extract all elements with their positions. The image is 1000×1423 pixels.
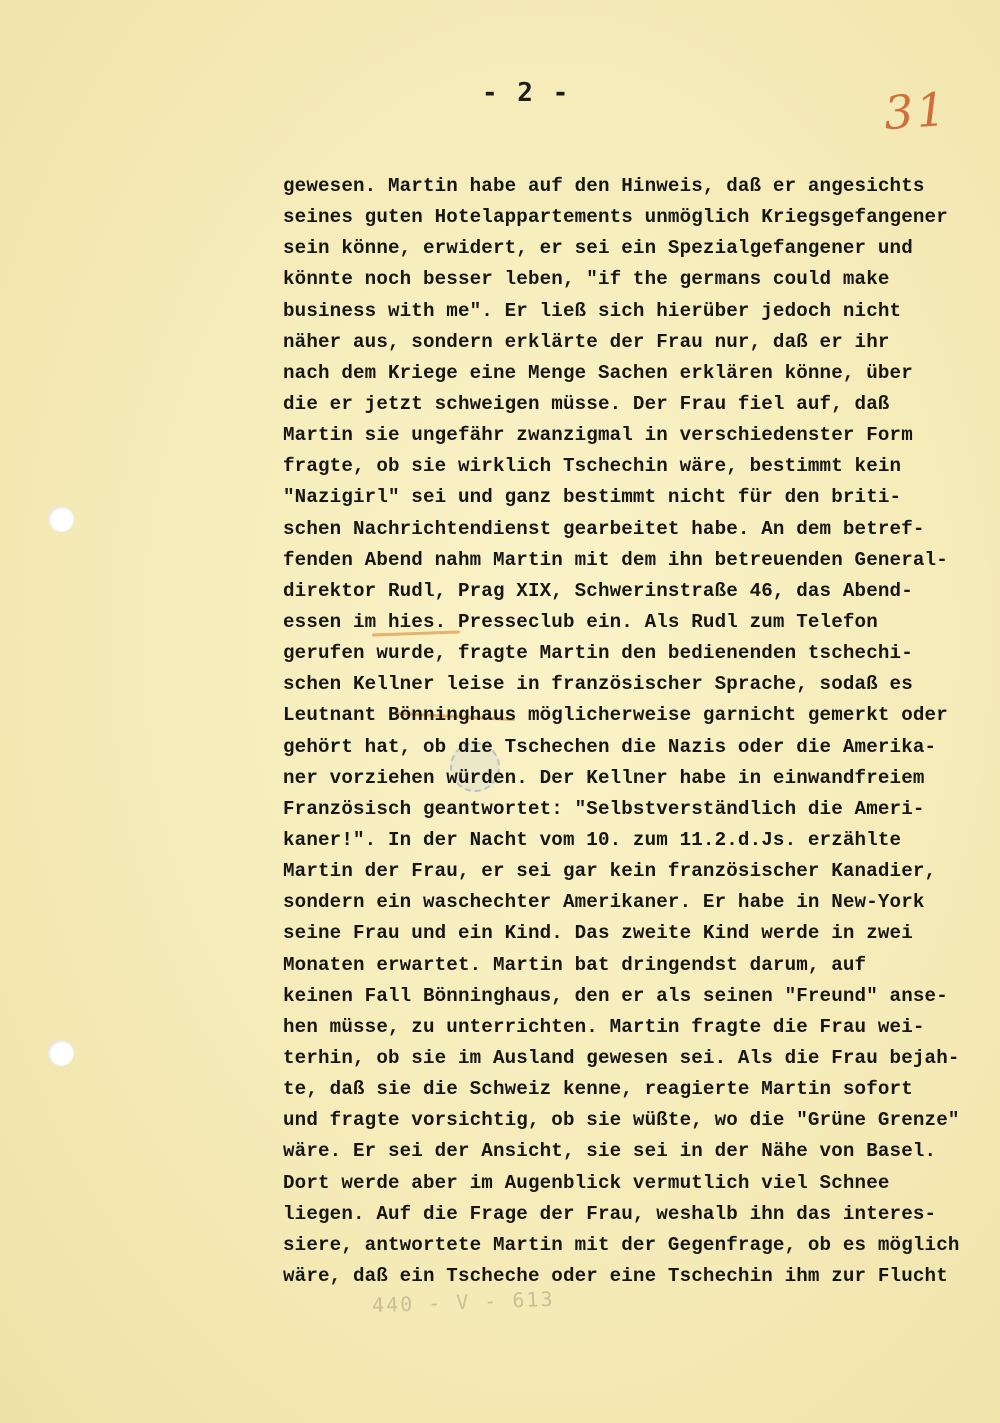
text-line: kaner!". In der Nacht vom 10. zum 11.2.d.Js. erzählte: [283, 828, 902, 851]
text-line: Martin sie ungefähr zwanzigmal in verschiedenster Form: [283, 424, 913, 447]
text-line: und fragte vorsichtig, ob sie wüßte, wo die "Grüne Grenze": [283, 1109, 960, 1132]
text-line: seines guten Hotelappartements unmöglich Kriegsgefangener: [283, 206, 948, 229]
typewritten-body-text: [283, 171, 998, 1292]
text-line: liegen. Auf die Frage der Frau, weshalb ihn das interes-: [283, 1202, 937, 1225]
punch-hole: [48, 506, 74, 532]
text-line: die er jetzt schweigen müsse. Der Frau fiel auf, daß: [283, 392, 890, 415]
text-line: gewesen. Martin habe auf den Hinweis, daß er angesichts: [283, 175, 925, 197]
text-line: sein könne, erwidert, er sei ein Spezialgefangener und: [283, 237, 913, 260]
text-line: siere, antwortete Martin mit der Gegenfrage, ob es möglich: [283, 1233, 960, 1256]
text-line: keinen Fall Bönninghaus, den er als seinen "Freund" anse-: [283, 984, 948, 1007]
text-line: fenden Abend nahm Martin mit dem ihn betreuenden General-: [283, 548, 948, 571]
text-line: schen Kellner leise in französischer Sprache, sodaß es: [283, 673, 913, 696]
text-line: näher aus, sondern erklärte der Frau nur, daß er ihr: [283, 330, 890, 353]
text-line: "Nazigirl" sei und ganz bestimmt nicht für den briti-: [283, 486, 902, 509]
text-line: fragte, ob sie wirklich Tschechin wäre, bestimmt kein: [283, 455, 902, 478]
text-line: essen im hies. Presseclub ein. Als Rudl zum Telefon: [283, 610, 878, 633]
text-line: terhin, ob sie im Ausland gewesen sei. Als die Frau bejah-: [283, 1046, 960, 1069]
faint-archive-mark: 440 - V - 613: [371, 1286, 555, 1318]
text-line: Monaten erwartet. Martin bat dringendst darum, auf: [283, 953, 867, 976]
text-line: Französisch geantwortet: "Selbstverständlich die Ameri-: [283, 797, 925, 820]
text-line: wäre. Er sei der Ansicht, sie sei in der Nähe von Basel.: [283, 1140, 937, 1163]
text-line: Leutnant Bönninghaus möglicherweise garnicht gemerkt oder: [283, 704, 948, 727]
text-line: wäre, daß ein Tscheche oder eine Tschechin ihm zur Flucht: [283, 1264, 948, 1287]
text-line: gerufen wurde, fragte Martin den bedienenden tschechi-: [283, 642, 913, 665]
text-line: sondern ein waschechter Amerikaner. Er habe in New-York: [283, 891, 925, 914]
text-line: Dort werde aber im Augenblick vermutlich viel Schnee: [283, 1171, 890, 1194]
text-line: business with me". Er ließ sich hierüber jedoch nicht: [283, 299, 902, 322]
text-line: seine Frau und ein Kind. Das zweite Kind werde in zwei: [283, 922, 913, 945]
text-line: gehört hat, ob die Tschechen die Nazis oder die Amerika-: [283, 735, 937, 758]
text-line: schen Nachrichtendienst gearbeitet habe. An dem betref-: [283, 517, 925, 540]
text-line: hen müsse, zu unterrichten. Martin fragte die Frau wei-: [283, 1015, 925, 1038]
text-line: ner vorziehen würden. Der Kellner habe in einwandfreiem: [283, 766, 925, 789]
punch-hole: [48, 1040, 74, 1066]
text-line: te, daß sie die Schweiz kenne, reagierte Martin sofort: [283, 1078, 913, 1101]
handwritten-folio-number: 31: [882, 81, 951, 141]
text-line: nach dem Kriege eine Menge Sachen erklären könne, über: [283, 361, 913, 384]
text-line: direktor Rudl, Prag XIX, Schwerinstraße 46, das Abend-: [283, 579, 913, 602]
text-line: Martin der Frau, er sei gar kein französischer Kanadier,: [283, 860, 937, 883]
text-line: könnte noch besser leben, "if the germans could make: [283, 268, 890, 291]
page-number: - 2 -: [482, 78, 571, 108]
